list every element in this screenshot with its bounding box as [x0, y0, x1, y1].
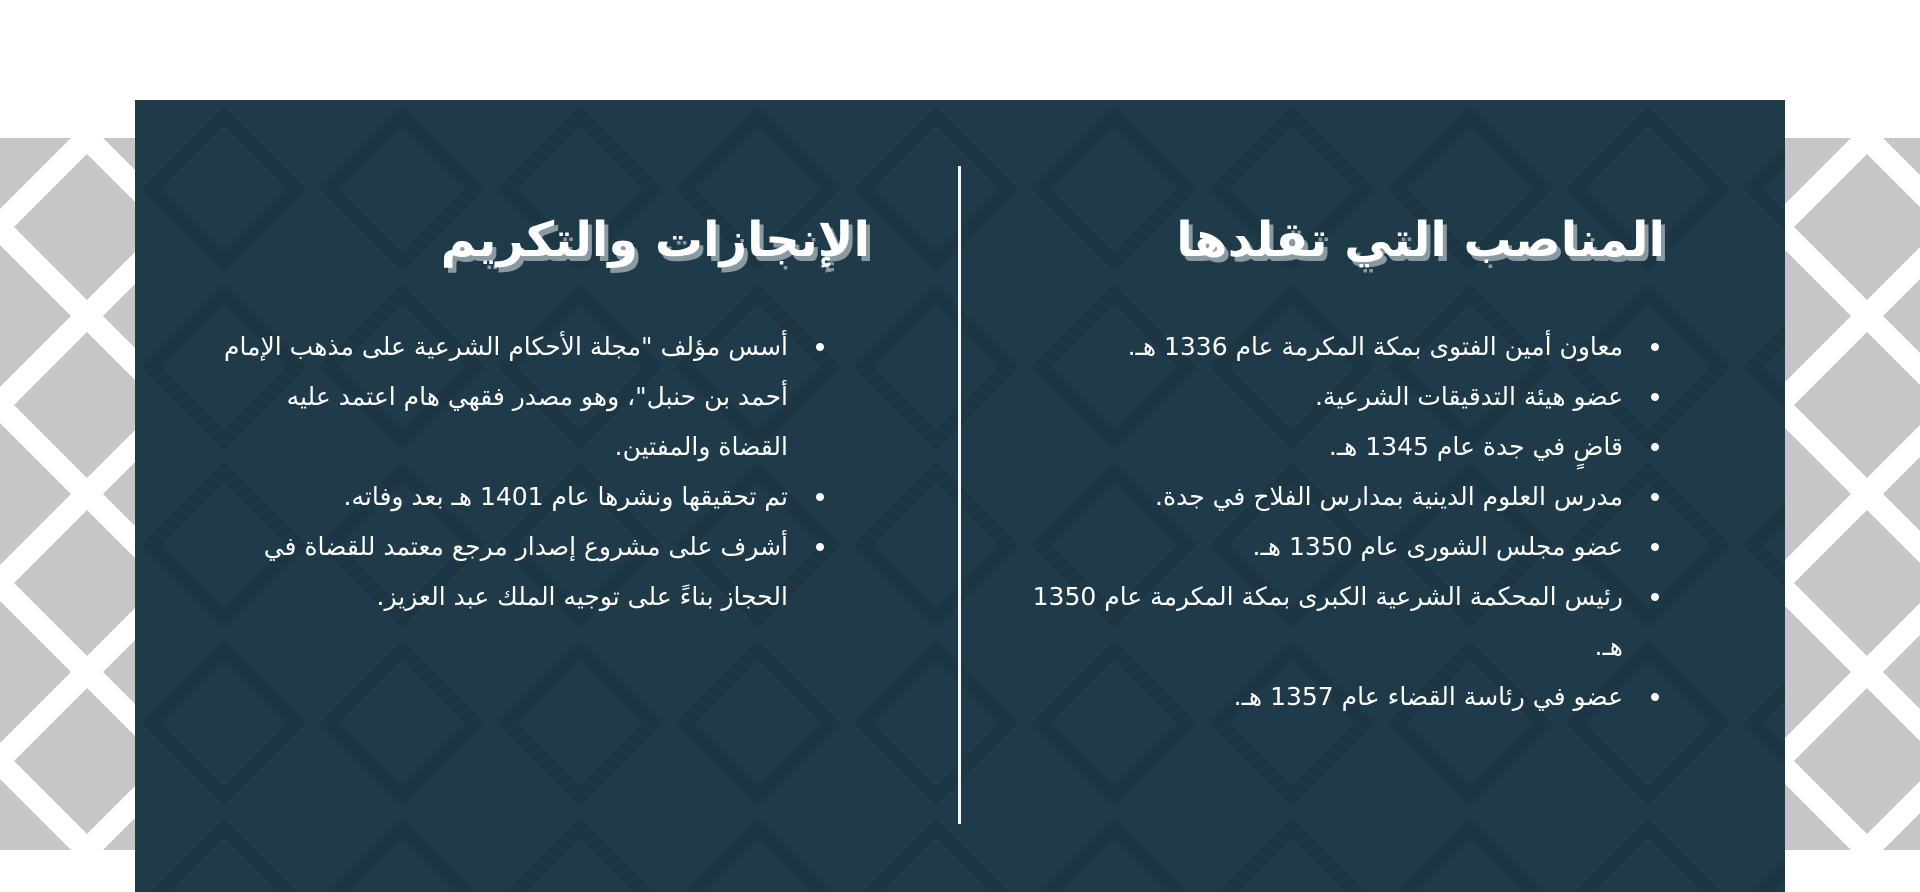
list-item [1005, 372, 1665, 422]
column-divider [958, 166, 961, 824]
bullet-icon [1651, 693, 1659, 701]
content-card [135, 100, 1785, 892]
bullet-icon [1651, 493, 1659, 501]
list-item [1005, 422, 1665, 472]
bullet-icon [1651, 543, 1659, 551]
positions-heading: المناصب التي تقلدها [1176, 212, 1665, 268]
achievements-heading: الإنجازات والتكريم [440, 212, 870, 268]
bullet-icon [816, 493, 824, 501]
bullet-icon [816, 543, 824, 551]
bullet-icon [816, 343, 824, 351]
list-item [210, 322, 830, 472]
list-item-text: تم تحقيقها ونشرها عام 1401 هـ بعد وفاته. [343, 482, 788, 511]
list-item-text: معاون أمين الفتوى بمكة المكرمة عام 1336 هـ. [1127, 332, 1623, 361]
achievements-list [210, 322, 830, 622]
list-item [1005, 472, 1665, 522]
bullet-icon [1651, 593, 1659, 601]
list-item [1005, 672, 1665, 722]
bullet-icon [1651, 443, 1659, 451]
list-item-text: أسس مؤلف "مجلة الأحكام الشرعية على مذهب الإمام أحمد بن حنبل"، وهو مصدر فقهي هام اعتمد عليه القضاة والمفتين. [224, 332, 788, 461]
list-item [1005, 572, 1665, 672]
bullet-icon [1651, 393, 1659, 401]
bullet-icon [1651, 343, 1659, 351]
list-item-text: قاضٍ في جدة عام 1345 هـ. [1328, 432, 1623, 461]
list-item [1005, 522, 1665, 572]
list-item-text: رئيس المحكمة الشرعية الكبرى بمكة المكرمة عام 1350 هـ. [1032, 582, 1623, 661]
list-item [210, 522, 830, 622]
list-item-text: أشرف على مشروع إصدار مرجع معتمد للقضاة في الحجاز بناءً على توجيه الملك عبد العزيز. [263, 532, 788, 611]
positions-list [1005, 322, 1665, 722]
list-item-text: عضو في رئاسة القضاء عام 1357 هـ. [1233, 682, 1623, 711]
list-item-text: عضو هيئة التدقيقات الشرعية. [1314, 382, 1623, 411]
list-item-text: عضو مجلس الشورى عام 1350 هـ. [1252, 532, 1623, 561]
list-item-text: مدرس العلوم الدينية بمدارس الفلاح في جدة. [1155, 482, 1623, 511]
achievements-column [210, 210, 870, 622]
positions-column [1005, 210, 1665, 722]
list-item [210, 472, 830, 522]
list-item [1005, 322, 1665, 372]
